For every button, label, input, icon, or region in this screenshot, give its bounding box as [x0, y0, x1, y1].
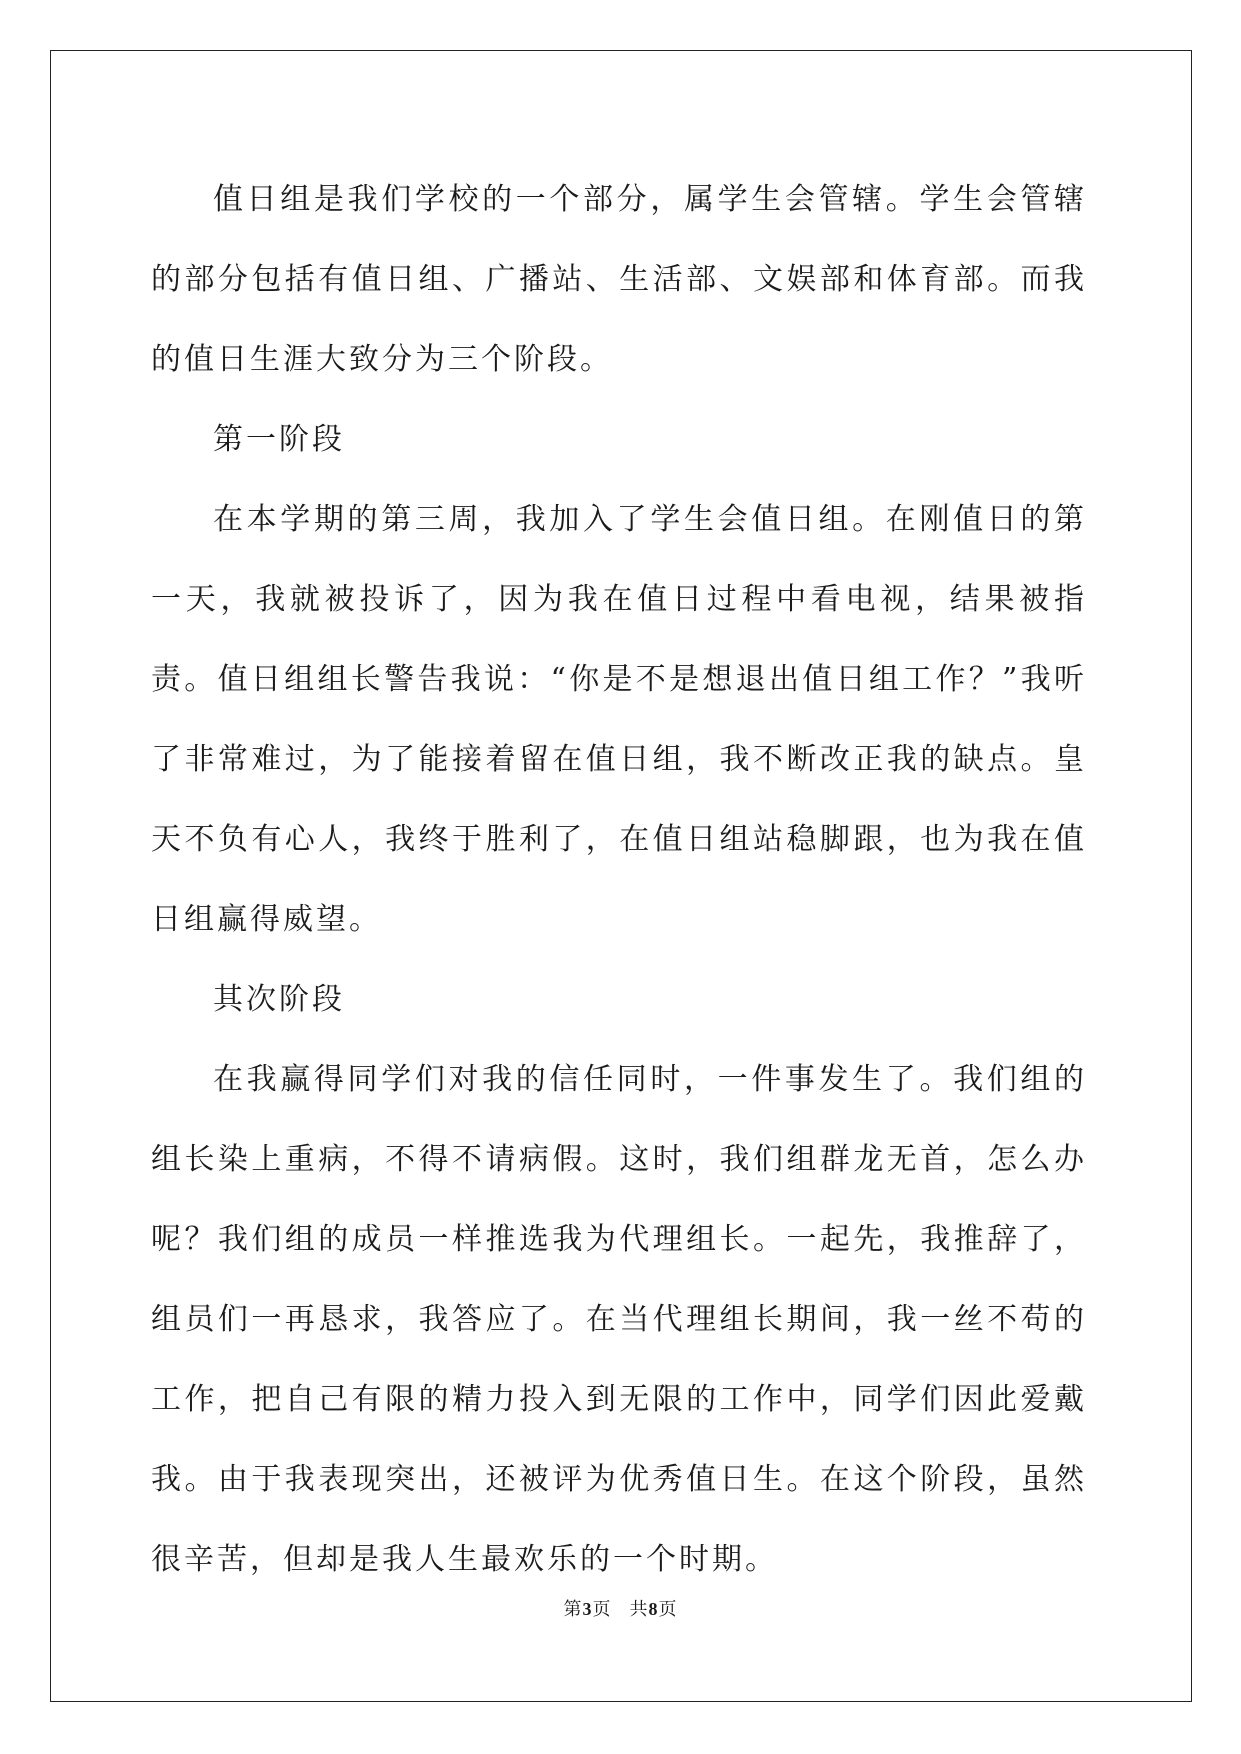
total-suffix: 页	[658, 1599, 678, 1620]
page-suffix: 页	[592, 1599, 612, 1620]
section-heading-stage-one: 第一阶段	[213, 422, 345, 457]
total-prefix: 共	[629, 1599, 649, 1620]
total-pages-number: 8	[648, 1599, 659, 1619]
section-heading-stage-two: 其次阶段	[213, 982, 345, 1017]
paragraph-stage-two: 在我赢得同学们对我的信任同时，一件事发生了。我们组的组长染上重病，不得不请病假。这时，我们组群龙无首，怎么办呢？我们组的成员一样推选我为代理组长。一起先，我推辞了，组员们一再恳求，我答应了。在当代理组长期间，我一丝不苟的工作，把自己有限的精力投入到无限的工作中，同学们因此爱戴我。由于我表现突出，还被评为优秀值日生。在这个阶段，虽然很辛苦，但却是我人生最欢乐的一个时期。	[151, 1062, 1087, 1577]
current-page-number: 3	[582, 1599, 593, 1619]
page-prefix: 第	[563, 1599, 583, 1620]
document-body	[151, 160, 1087, 1600]
page-footer	[0, 1597, 1241, 1622]
paragraph-intro: 值日组是我们学校的一个部分，属学生会管辖。学生会管辖的部分包括有值日组、广播站、生活部、文娱部和体育部。而我的值日生涯大致分为三个阶段。	[151, 182, 1087, 377]
paragraph-stage-one: 在本学期的第三周，我加入了学生会值日组。在刚值日的第一天，我就被投诉了，因为我在值日过程中看电视，结果被指责。值日组组长警告我说：“你是不是想退出值日组工作？”我听了非常难过，为了能接着留在值日组，我不断改正我的缺点。皇天不负有心人，我终于胜利了，在值日组站稳脚跟，也为我在值日组赢得威望。	[151, 502, 1087, 937]
